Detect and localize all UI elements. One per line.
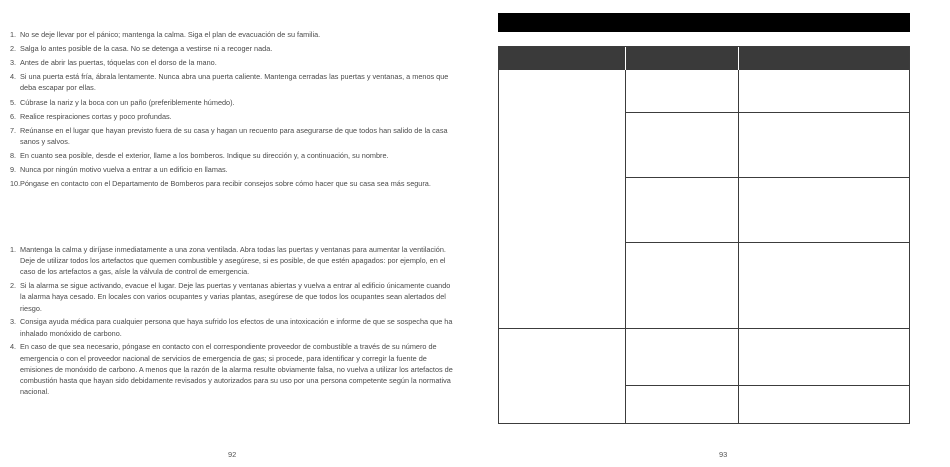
- list-item: [10, 97, 455, 108]
- table-header-row: [499, 47, 909, 70]
- list-item-text: Si una puerta está fría, ábrala lentamente. Nunca abra una puerta caliente. Mantenga cerradas las puertas y ventanas, a menos que deba escapar por ellas.: [20, 72, 449, 93]
- section-title-bar: [498, 13, 910, 32]
- list-item: [10, 150, 455, 161]
- list-item-number: 1.: [10, 245, 17, 254]
- row-divider: [625, 385, 909, 386]
- list-item-text: Consiga ayuda médica para cualquier persona que haya sufrido los efectos de una intoxicación e informe de que se sospecha que ha inhalado monóxido de carbono.: [20, 317, 453, 338]
- list-item-text: Salga lo antes posible de la casa. No se detenga a vestirse ni a recoger nada.: [20, 44, 273, 54]
- list-item-text: Realice respiraciones cortas y poco profundas.: [20, 111, 172, 121]
- list-item-number: 10.: [10, 179, 21, 189]
- list-item-number: 3.: [10, 317, 17, 327]
- row-divider: [625, 112, 909, 113]
- list-item-number: 6.: [10, 111, 17, 121]
- list-item-text: Si la alarma se sigue activando, evacue el lugar. Deje las puertas y ventanas abiertas y vuelva a entrar al edificio únicamente cuando la alarma haya cesado. En locales con varios ocupantes y varias plantas, asegúrese de que todos los ocupantes sean alertados del riesgo.: [20, 281, 451, 313]
- header-column-divider: [625, 47, 626, 70]
- list-item: [10, 111, 455, 122]
- list-item-text: Reúnanse en el lugar que hayan previsto fuera de su casa y hagan un recuento para asegurarse de que todos han salido de la casa sanos y salvos.: [20, 125, 448, 146]
- list-item: [10, 29, 455, 40]
- list-item-number: 4.: [10, 72, 17, 82]
- group-divider: [499, 328, 909, 329]
- row-divider: [625, 242, 909, 243]
- list-item-number: 2.: [10, 44, 17, 54]
- column-divider: [738, 70, 739, 423]
- list-item-number: 7.: [10, 125, 17, 135]
- list-item-number: 2.: [10, 281, 17, 291]
- list-item-text: En cuanto sea posible, desde el exterior, llame a los bomberos. Indique su dirección y, a continuación, su nombre.: [20, 151, 389, 161]
- list-item: [10, 244, 455, 278]
- list-item: [10, 178, 455, 189]
- list-item-text: Nunca por ningún motivo vuelva a entrar a un edificio en llamas.: [20, 165, 228, 175]
- list-item-text: Mantenga la calma y diríjase inmediatamente a una zona ventilada. Abra todas las puertas y ventanas para aumentar la ventilación. Deje de utilizar todos los artefactos que quemen combustible y asegúrese, si es posible, de que estén apagados: por ejemplo, en el caso de los artefactos a gas, aísle la válvula de control de emergencia.: [20, 245, 446, 277]
- list-item-text: Antes de abrir las puertas, tóquelas con el dorso de la mano.: [20, 58, 217, 68]
- column-divider: [625, 70, 626, 423]
- list-item: [10, 164, 455, 175]
- list-item-text: No se deje llevar por el pánico; mantenga la calma. Siga el plan de evacuación de su familia.: [20, 30, 321, 39]
- list-item-text: Póngase en contacto con el Departamento de Bomberos para recibir consejos sobre cómo hacer que su casa sea más segura.: [20, 179, 431, 189]
- list-item: [10, 43, 455, 54]
- list-item-text: En caso de que sea necesario, póngase en contacto con el correspondiente proveedor de combustible a través de su número de emergencia o con el proveedor nacional de servicios de emergencia de gas; si procede, para identificar y corregir la fuente de emisiones de monóxido de carbono. A menos que la razón de la alarma resulte obviamente falsa, no vuelva a utilizar los artefactos de combustión hasta que hayan sido debidamente revisados y autorizados para su uso por una persona competente según la normativa nacional.: [20, 342, 453, 397]
- list-item-number: 5.: [10, 97, 17, 107]
- list-item-number: 1.: [10, 30, 17, 39]
- right-page: [475, 0, 950, 467]
- co-alarm-steps-list: [10, 244, 455, 400]
- list-item: [10, 57, 455, 68]
- list-item-number: 8.: [10, 151, 17, 161]
- list-item: [10, 71, 455, 93]
- list-item: [10, 125, 455, 147]
- list-item-number: 9.: [10, 165, 17, 175]
- page-number-left: 92: [228, 450, 237, 459]
- list-item: [10, 341, 455, 397]
- fire-steps-list: [10, 29, 455, 192]
- list-item-number: 4.: [10, 342, 17, 352]
- row-divider: [625, 177, 909, 178]
- list-item: [10, 280, 455, 314]
- page-number-right: 93: [719, 450, 728, 459]
- list-item-number: 3.: [10, 58, 17, 68]
- list-item-text: Cúbrase la nariz y la boca con un paño (preferiblemente húmedo).: [20, 97, 235, 107]
- list-item: [10, 316, 455, 338]
- header-column-divider: [738, 47, 739, 70]
- info-table: [498, 46, 910, 424]
